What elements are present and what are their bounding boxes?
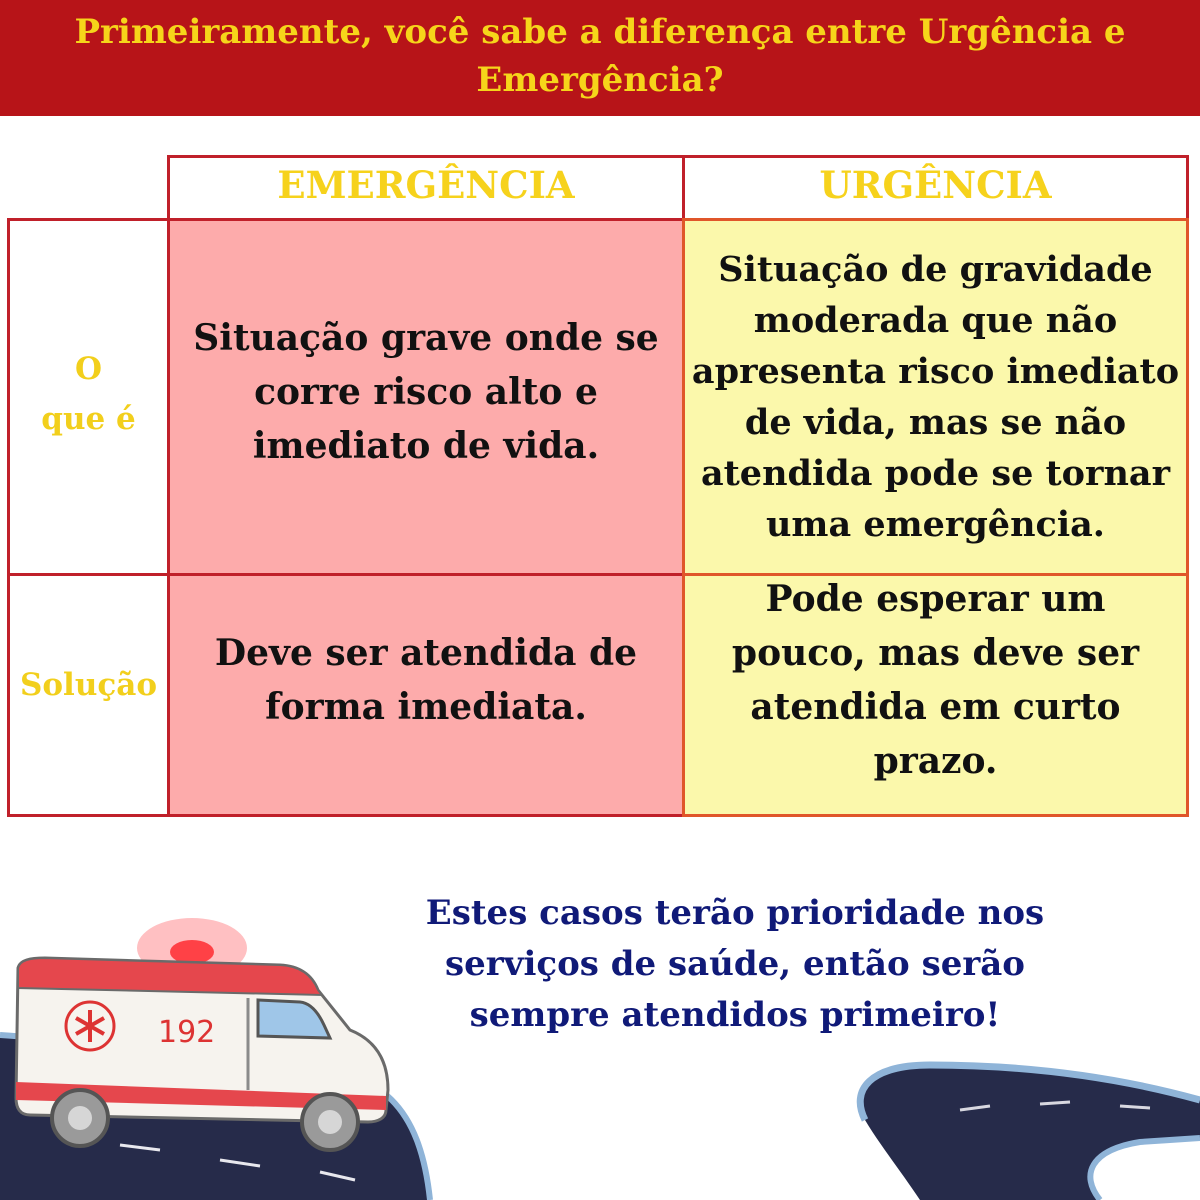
row-label-o-que-e: O que é	[7, 218, 170, 576]
emergencia-solucao: Deve ser atendida de forma imediata.	[167, 573, 685, 817]
header-emergencia: EMERGÊNCIA	[167, 155, 685, 221]
header-urgencia: URGÊNCIA	[682, 155, 1189, 221]
priority-note: Estes casos terão prioridade nos serviços de saúde, então serão sempre atendidos primeiro!	[425, 893, 1045, 1035]
urgencia-o-que-e: Situação de gravidade moderada que não apresenta risco imediato de vida, mas se não atendida pode se tornar uma emergência.	[682, 218, 1189, 576]
emergencia-o-que-e: Situação grave onde se corre risco alto e imediato de vida.	[167, 218, 685, 576]
row-label-solucao: Solução	[7, 573, 170, 817]
ambulance-number: 192	[158, 1015, 216, 1050]
urgencia-solucao: Pode esperar um pouco, mas deve ser atendida em curto prazo.	[682, 573, 1189, 817]
title-banner	[0, 0, 1200, 116]
banner-title: Primeiramente, você sabe a diferença entre Urgência e Emergência?	[74, 12, 1126, 100]
